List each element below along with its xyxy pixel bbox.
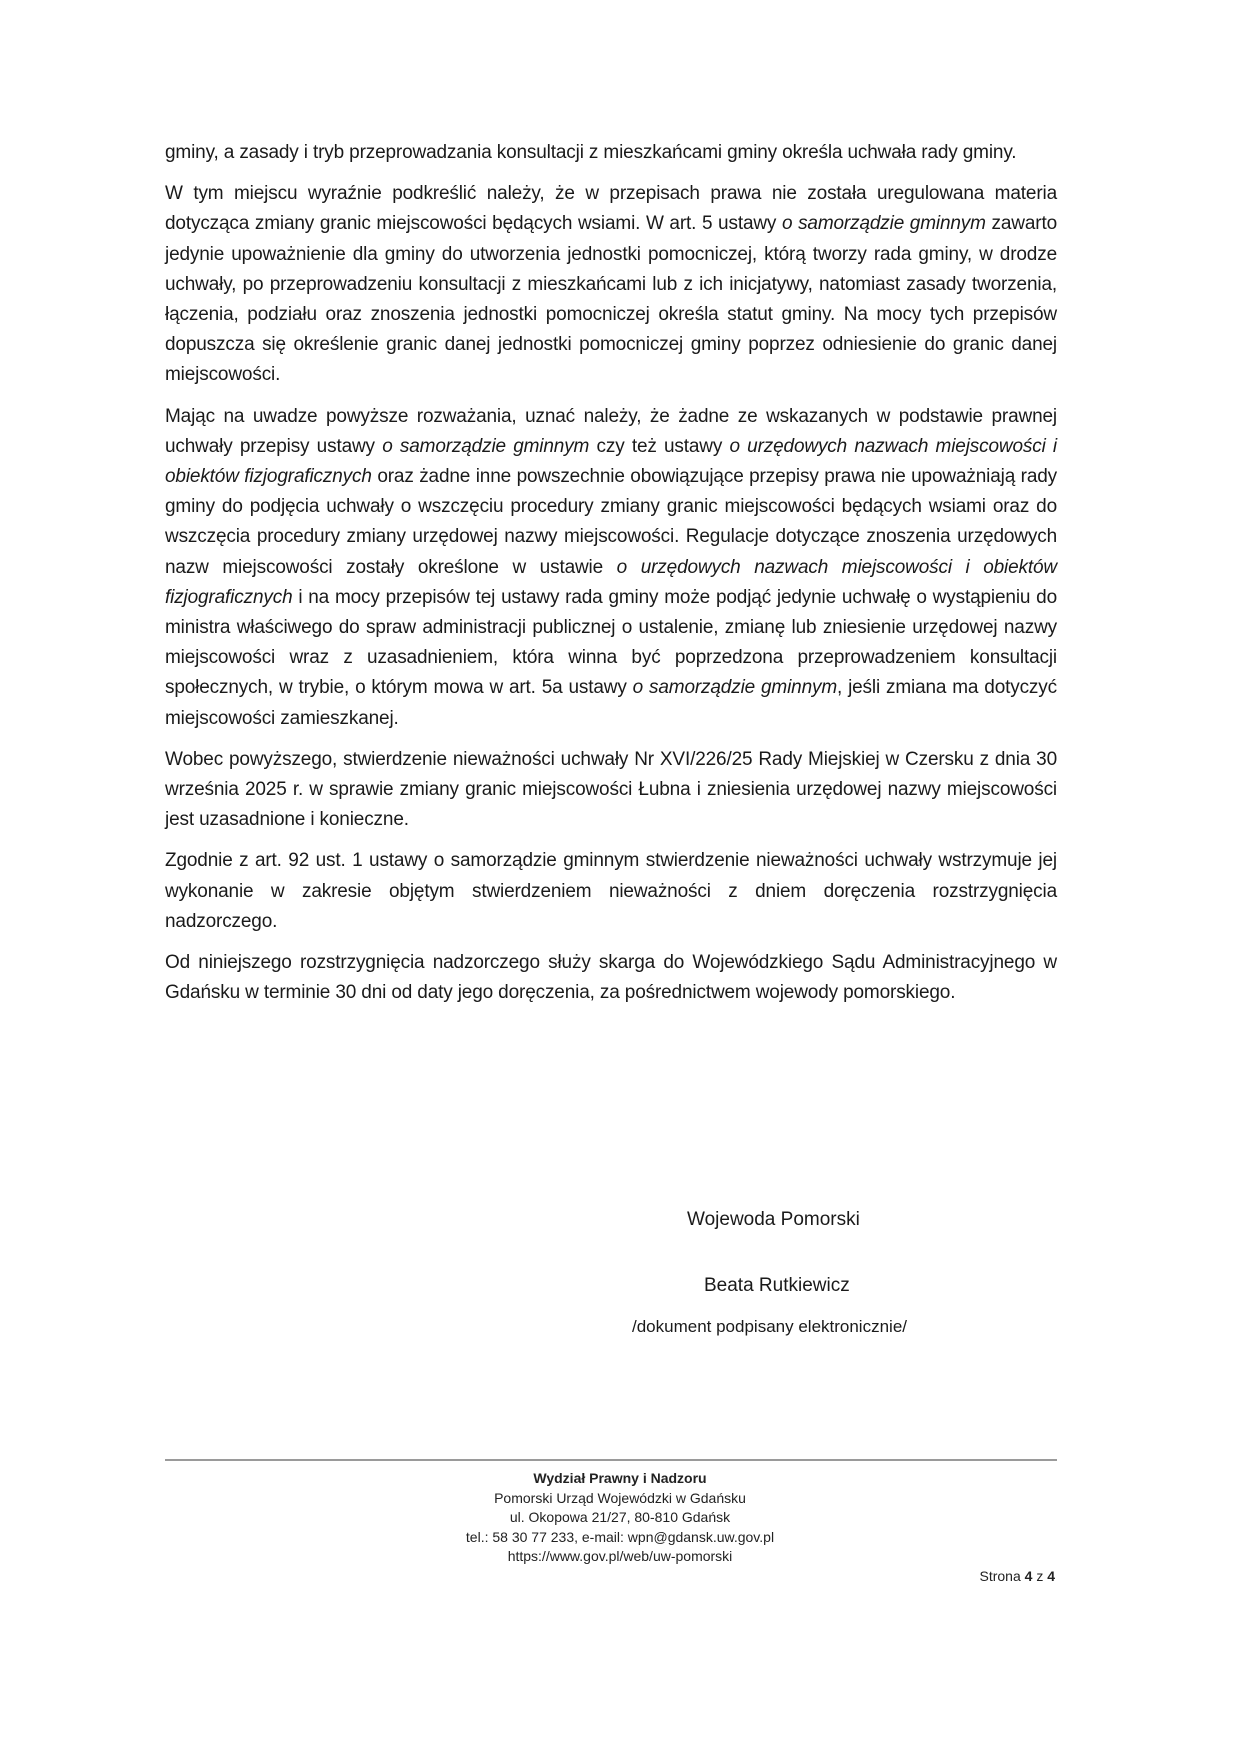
footer-website: https://www.gov.pl/web/uw-pomorski	[507, 1548, 733, 1564]
paragraph-1	[165, 138, 1057, 168]
signature-note: /dokument podpisany elektronicznie/	[632, 1317, 907, 1336]
act-title-italic: o urzędowych nazwach miejscowości i obiektów fizjograficznych	[165, 556, 1057, 608]
page-label: Strona	[979, 1568, 1021, 1584]
text-segment: Od niniejszego rozstrzygnięcia nadzorczego służy skarga do Wojewódzkiego Sądu Administracyjnego w Gdańsku w terminie 30 dni od daty jego doręczenia, za pośrednictwem wojewody pomorskiego.	[165, 952, 1057, 1004]
paragraph-4	[165, 745, 1057, 836]
page-total: 4	[1047, 1568, 1055, 1584]
footer-contact: tel.: 58 30 77 233, e-mail: wpn@gdansk.uw.gov.pl	[465, 1528, 775, 1545]
text-segment: Mając na uwadze powyższe rozważania, uznać należy, że żadne ze wskazanych w podstawie prawnej uchwały przepisy ustawy	[165, 405, 1057, 457]
page-current: 4	[1024, 1568, 1033, 1584]
signature-name: Beata Rutkiewicz	[704, 1275, 850, 1296]
act-title-italic: o samorządzie gminnym	[632, 677, 838, 699]
footer-office: Pomorski Urząd Wojewódzki w Gdańsku	[494, 1489, 746, 1506]
act-title-italic: o samorządzie gminnym	[781, 213, 986, 235]
text-segment: czy też ustawy	[589, 435, 730, 457]
text-segment: Wobec powyższego, stwierdzenie nieważności uchwały Nr XVI/226/25 Rady Miejskiej w Czersku z dnia 30 września 2025 r. w sprawie zmiany granic miejscowości Łubna i zniesienia urzędowej nazwy miejscowości jest uzasadnione i konieczne.	[165, 748, 1057, 831]
text-segment: zawarto jedynie upoważnienie dla gminy do utworzenia jednostki pomocniczej, którą tworzy rada gminy, w drodze uchwały, po przeprowadzeniu konsultacji z mieszkańcami lub z ich inicjatywy, natomiast zasady tworzenia, łączenia, podziału oraz znoszenia jednostki pomocniczej określa statut gminy. Na mocy tych przepisów dopuszcza się określenie granic danej jednostki pomocniczej gminy poprzez odniesienie do granic danej miejscowości.	[165, 213, 1058, 386]
paragraph-5	[165, 846, 1057, 937]
text-segment: oraz żadne inne powszechnie obowiązujące przepisy prawa nie upoważniają rady gminy do podjęcia uchwały o wszczęciu procedury zmiany granic miejscowości będących wsiami oraz do wszczęcia procedury zmiany urzędowej nazwy miejscowości. Regulacje dotyczące znoszenia urzędowych nazw miejscowości zostały określone w ustawie	[165, 466, 1057, 578]
paragraph-6	[165, 948, 1057, 1008]
document-body	[165, 138, 1057, 1019]
act-title-italic: o samorządzie gminnym	[382, 435, 590, 457]
signature-title: Wojewoda Pomorski	[687, 1209, 860, 1230]
text-segment: W tym miejscu wyraźnie podkreślić należy, że w przepisach prawa nie została uregulowana materia dotycząca zmiany granic miejscowości będących wsiami. W art. 5 ustawy	[165, 183, 1057, 235]
page-separator: z	[1036, 1568, 1044, 1584]
text-segment: Zgodnie z art. 92 ust. 1 ustawy o samorządzie gminnym stwierdzenie nieważności uchwały wstrzymuje jej wykonanie w zakresie objętym stwierdzeniem nieważności z dniem doręczenia rozstrzygnięcia nadzorczego.	[165, 850, 1057, 932]
footer-department: Wydział Prawny i Nadzoru	[533, 1470, 707, 1486]
footer-address: ul. Okopowa 21/27, 80-810 Gdańsk	[509, 1509, 731, 1525]
footer	[0, 1469, 1240, 1567]
text-segment: gminy, a zasady i tryb przeprowadzania konsultacji z mieszkańcami gminy określa uchwała rady gminy.	[165, 142, 1017, 163]
page-number	[979, 1568, 1055, 1584]
text-segment: , jeśli zmiana ma dotyczyć miejscowości zamieszkanej.	[165, 677, 1057, 729]
paragraph-3	[165, 402, 1057, 734]
act-title-italic: o urzędowych nazwach miejscowości i obiektów fizjograficznych	[165, 435, 1057, 488]
footer-divider	[165, 1459, 1057, 1461]
paragraph-2	[165, 179, 1057, 390]
text-segment: i na mocy przepisów tej ustawy rada gminy może podjąć jedynie uchwałę o wystąpieniu do ministra właściwego do spraw administracji publicznej o ustalenie, zmianę lub zniesienie urzędowej nazwy miejscowości wraz z uzasadnieniem, która winna być poprzedzona przeprowadzeniem konsultacji społecznych, w trybie, o którym mowa w art. 5a ustawy	[165, 586, 1057, 699]
